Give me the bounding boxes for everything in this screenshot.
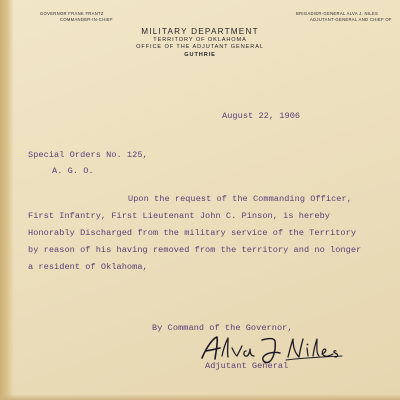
paper-edge-bottom [0,394,400,400]
letter-date: August 22, 1906 [222,111,301,121]
closing-line: By Command of the Governor, [152,323,293,333]
letterhead-center [100,27,300,59]
office-line: OFFICE OF THE ADJUTANT GENERAL [136,44,264,51]
handwritten-signature [196,334,346,364]
governor-name: GOVERNOR FRANK FRANTZ [40,11,104,16]
department-heading: MILITARY DEPARTMENT [141,27,259,36]
body-line: First Infantry, First Lieutenant John C. Pinson, is hereby [28,211,331,221]
city-line: GUTHRIE [184,51,216,58]
adjutant-title: ADJUTANT-GENERAL AND CHIEF OF [310,17,392,22]
paper-edge-left [0,0,14,400]
signer-title: Adjutant General [205,361,289,371]
governor-title: COMMANDER-IN-CHIEF [60,17,113,22]
adjutant-name: BRIGADIER-GENERAL ALVA J. NILES [296,11,379,16]
body-line: by reason of his having removed from the territory and no longer [28,245,362,255]
special-order-number: Special Orders No. 125, [28,150,148,160]
ago-line: A. G. O. [52,166,94,176]
body-line: Honorably Discharged from the military service of the Territory [28,228,357,238]
territory-line: TERRITORY OF OKLAHOMA [153,37,247,43]
body-line: a resident of Oklahoma, [28,262,148,272]
body-line: Upon the request of the Commanding Officer, [128,194,352,204]
